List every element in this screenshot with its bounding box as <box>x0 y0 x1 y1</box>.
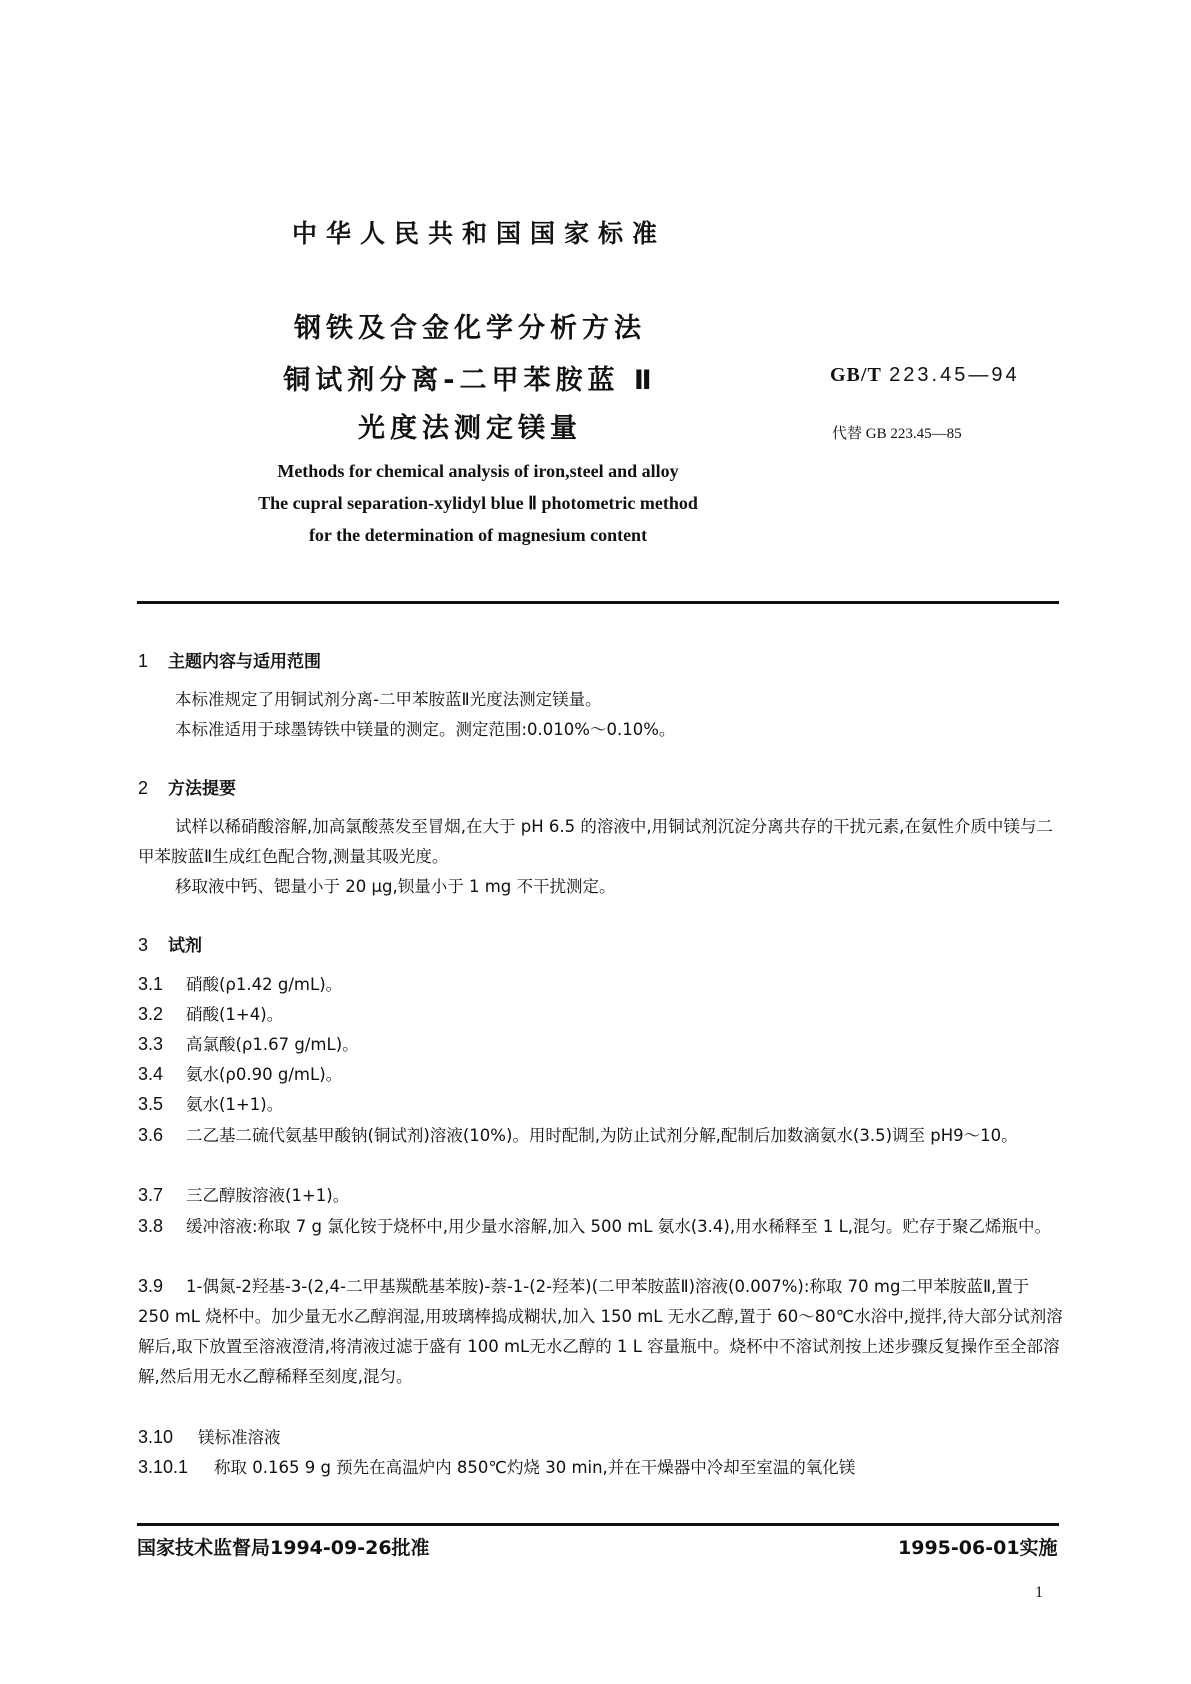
item-text: 高氯酸(ρ1.67 g/mL)。 <box>186 1035 359 1054</box>
item-number: 3.2 <box>138 1004 164 1024</box>
reagent-item-3-4 <box>138 1059 1063 1090</box>
item-number: 3.10 <box>138 1427 174 1447</box>
section-number: 1 <box>138 651 149 671</box>
section-number: 2 <box>138 778 149 798</box>
reagent-item-3-10 <box>138 1422 1063 1453</box>
section-title: 试剂 <box>168 936 202 956</box>
item-number: 3.10.1 <box>138 1457 189 1477</box>
section-2-heading <box>138 774 236 799</box>
item-number: 3.6 <box>138 1125 164 1145</box>
reagent-item-3-3 <box>138 1029 1063 1060</box>
item-text: 称取 0.165 9 g 预先在高温炉内 850℃灼烧 30 min,并在干燥器中冷却至室温的氧化镁 <box>214 1458 856 1477</box>
title-line-2: 铜试剂分离-二甲苯胺蓝 Ⅱ <box>283 365 657 396</box>
footer-divider <box>137 1523 1059 1526</box>
item-number: 3.7 <box>138 1185 164 1205</box>
reagent-item-3-7 <box>138 1180 1063 1211</box>
item-number: 3.3 <box>138 1034 164 1054</box>
section-1-heading <box>138 647 321 672</box>
item-number: 3.5 <box>138 1094 164 1114</box>
reagent-item-3-2 <box>138 999 1063 1030</box>
item-text: 三乙醇胺溶液(1+1)。 <box>186 1186 350 1205</box>
implementation-date: 1995-06-01实施 <box>898 1537 1058 1559</box>
reagent-item-3-9 <box>138 1271 1063 1392</box>
item-text: 二乙基二硫代氨基甲酸钠(铜试剂)溶液(10%)。用时配制,为防止试剂分解,配制后加数滴氨水(3.5)调至 pH9～10。 <box>186 1126 1018 1145</box>
section-1-paragraph-2: 本标准适用于球墨铸铁中镁量的测定。测定范围:0.010%～0.10%。 <box>175 720 676 739</box>
item-text: 氨水(ρ0.90 g/mL)。 <box>186 1065 343 1084</box>
item-text: 1-偶氮-2羟基-3-(2,4-二甲基羰酰基苯胺)-萘-1-(2-羟苯)(二甲苯胺蓝Ⅱ)溶液(0.007%):称取 70 mg二甲苯胺蓝Ⅱ,置于 250 mL 烧杯中。加少量无水乙醇润湿,用玻璃棒捣成糊状,加入 150 mL 无水乙醇,置于 60～80℃水浴中,搅拌,待大部分试剂溶解后,取下放置至溶液澄清,将清液过滤于盛有 100 mL无水乙醇的 1 L 容量瓶中。烧杯中不溶试剂按上述步骤反复操作至全部溶解,然后用无水乙醇稀释至刻度,混匀。 <box>138 1277 1063 1386</box>
item-number: 3.4 <box>138 1064 164 1084</box>
standard-code-prefix: GB/T <box>830 364 882 386</box>
title-line-3: 光度法测定镁量 <box>358 413 582 444</box>
item-text: 硝酸(1+4)。 <box>186 1005 284 1024</box>
section-2-paragraph-1: 试样以稀硝酸溶解,加高氯酸蒸发至冒烟,在大于 pH 6.5 的溶液中,用铜试剂沉淀分离共存的干扰元素,在氨性介质中镁与二甲苯胺蓝Ⅱ生成红色配合物,测量其吸光度。 <box>138 817 1053 866</box>
english-title-line-3: for the determination of magnesium content <box>308 525 648 545</box>
reagent-item-3-1 <box>138 969 1063 1000</box>
title-line-1: 钢铁及合金化学分析方法 <box>294 313 646 344</box>
reagent-item-3-5 <box>138 1089 1063 1120</box>
english-title-line-1: Methods for chemical analysis of iron,steel and alloy <box>277 461 679 481</box>
reagent-item-3-6 <box>138 1120 1063 1151</box>
page-number: 1 <box>1035 1584 1043 1601</box>
item-text: 镁标准溶液 <box>198 1428 281 1447</box>
header-divider <box>137 601 1059 604</box>
approval-date: 国家技术监督局1994-09-26批准 <box>137 1537 430 1559</box>
item-text: 硝酸(ρ1.42 g/mL)。 <box>186 975 343 994</box>
section-3-heading <box>138 931 202 956</box>
reagent-item-3-8 <box>138 1211 1063 1242</box>
section-title: 主题内容与适用范围 <box>168 652 321 672</box>
english-title-line-2: The cupral separation-xylidyl blue Ⅱ photometric method <box>258 493 698 513</box>
section-title: 方法提要 <box>168 779 236 799</box>
standard-code-number: 223.45—94 <box>889 364 1020 386</box>
standard-code <box>830 362 1020 387</box>
section-number: 3 <box>138 935 149 955</box>
section-1-paragraph-1: 本标准规定了用铜试剂分离-二甲苯胺蓝Ⅱ光度法测定镁量。 <box>175 690 602 709</box>
national-standard-heading: 中华人民共和国国家标准 <box>292 219 667 248</box>
section-2-paragraph-2: 移取液中钙、锶量小于 20 μg,钡量小于 1 mg 不干扰测定。 <box>175 877 616 896</box>
item-text: 缓冲溶液:称取 7 g 氯化铵于烧杯中,用少量水溶解,加入 500 mL 氨水(3.4),用水稀释至 1 L,混匀。贮存于聚乙烯瓶中。 <box>186 1217 1052 1236</box>
item-number: 3.1 <box>138 974 164 994</box>
replaces-standard: 代替 GB 223.45—85 <box>832 426 962 442</box>
item-text: 氨水(1+1)。 <box>186 1095 284 1114</box>
reagent-item-3-10-1 <box>138 1452 1063 1483</box>
item-number: 3.8 <box>138 1216 164 1236</box>
item-number: 3.9 <box>138 1276 164 1296</box>
